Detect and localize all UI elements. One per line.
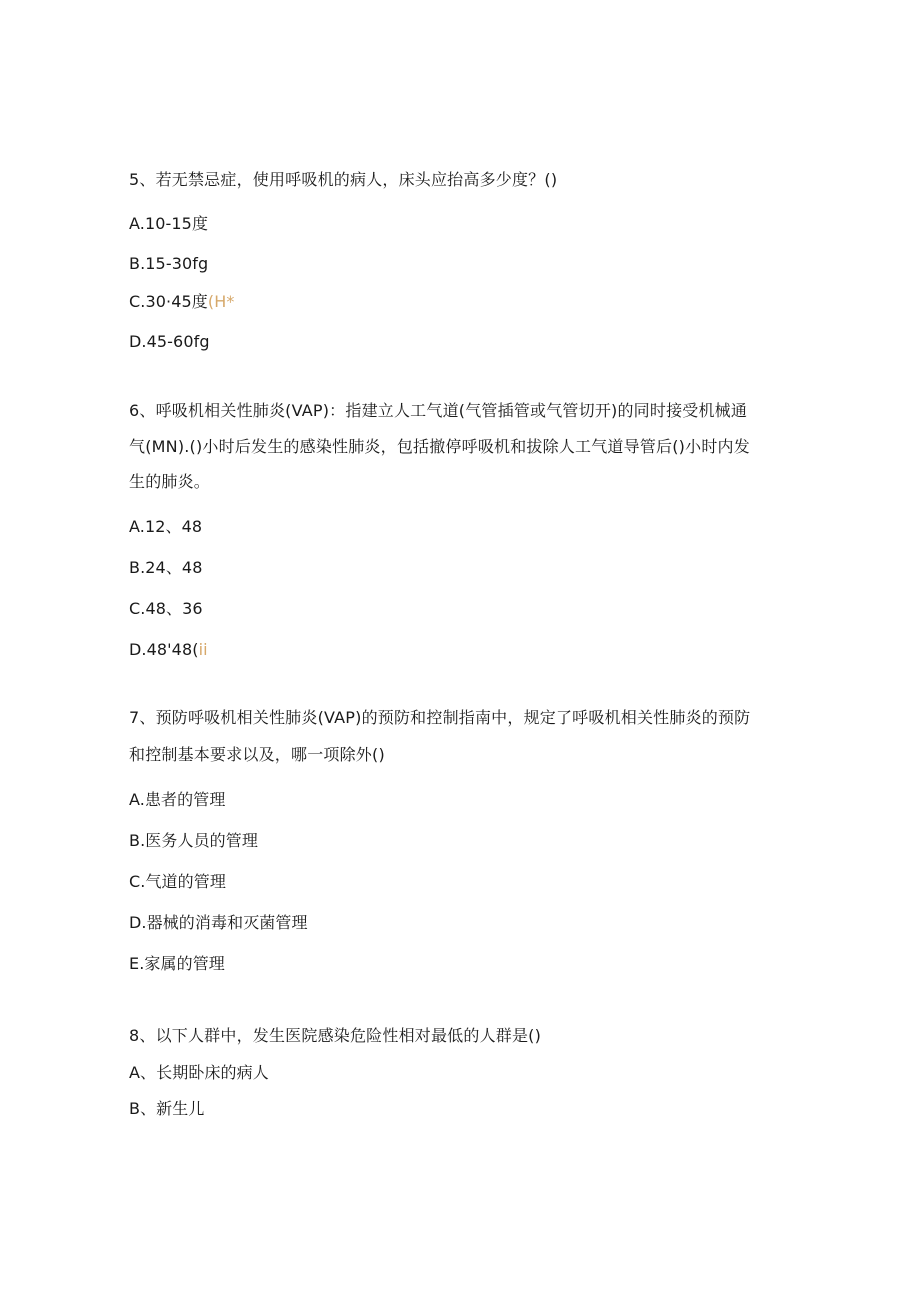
question-5-option-a: A.10-15度 — [129, 214, 209, 233]
question-6-text-line-3: 生的肺炎。 — [129, 472, 211, 491]
question-7-text-line-1: 7、预防呼吸机相关性肺炎(VAP)的预防和控制指南中，规定了呼吸机相关性肺炎的预防 — [129, 708, 751, 727]
question-7-option-d: D.器械的消毒和灭菌管理 — [129, 913, 308, 932]
question-6-option-b: B.24、48 — [129, 558, 203, 577]
question-5-option-b: B.15-30fg — [129, 254, 209, 273]
question-8-text: 8、以下人群中，发生医院感染危险性相对最低的人群是() — [129, 1026, 542, 1045]
question-5-option-d: D.45-60fg — [129, 332, 210, 351]
question-5-answer-mark: (H* — [207, 292, 235, 311]
question-7-option-e: E.家属的管理 — [129, 954, 225, 973]
question-6-option-c: C.48、36 — [129, 599, 203, 618]
question-5-text: 5、若无禁忌症，使用呼吸机的病人，床头应抬高多少度？() — [129, 170, 558, 189]
question-7-option-b: B.医务人员的管理 — [129, 831, 258, 850]
question-8-option-a: A、长期卧床的病人 — [129, 1063, 269, 1082]
question-6-answer-mark: ii — [198, 640, 208, 659]
question-7-option-a: A.患者的管理 — [129, 790, 226, 809]
question-6-text-line-1: 6、呼吸机相关性肺炎(VAP)：指建立人工气道(气管插管或气管切开)的同时接受机械通 — [129, 401, 748, 420]
question-5-option-c — [129, 292, 234, 312]
question-6-text-line-2: 气(MN).()小时后发生的感染性肺炎，包括撤停呼吸机和拔除人工气道导管后()小时内发 — [129, 437, 750, 456]
question-7-option-c: C.气道的管理 — [129, 872, 226, 891]
question-6-option-d — [129, 640, 208, 660]
question-7-text-line-2: 和控制基本要求以及，哪一项除外() — [129, 745, 385, 764]
question-6-option-d-text: D.48'48( — [129, 640, 199, 659]
question-8-option-b: B、新生儿 — [129, 1099, 205, 1118]
question-6-option-a: A.12、48 — [129, 517, 203, 536]
question-5-option-c-text: C.30·45度 — [129, 292, 208, 311]
